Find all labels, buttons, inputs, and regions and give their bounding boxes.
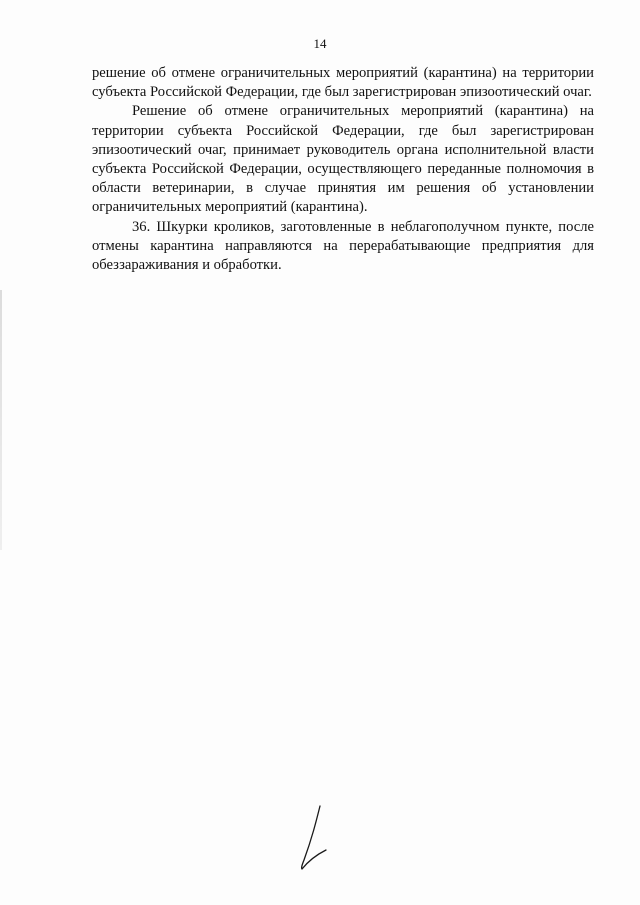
paragraph-continuation: решение об отмене ограничительных мероприятий (карантина) на территории субъекта Российской Федерации, где был зарегистрирован эпизоотический очаг. [92,65,594,101]
page-number: 14 [313,36,327,51]
scan-edge-shadow [0,290,2,550]
handwritten-signature-icon [292,804,332,874]
paragraph-quarantine-decision: Решение об отмене ограничительных мероприятий (карантина) на территории субъекта Российской Федерации, где был зарегистрирован эпизоотический очаг, принимает руководитель органа исполнительной власти субъекта Российской Федерации, осуществляющего переданные полномочия в области ветеринарии, в случае принятия им решения об установлении ограничительных мероприятий (карантина). [92,103,594,216]
paragraph-item-36: 36. Шкурки кроликов, заготовленные в неблагополучном пункте, после отмены карантина направляются на перерабатывающие предприятия для обеззараживания и обработки. [92,218,594,274]
document-body [92,64,594,275]
